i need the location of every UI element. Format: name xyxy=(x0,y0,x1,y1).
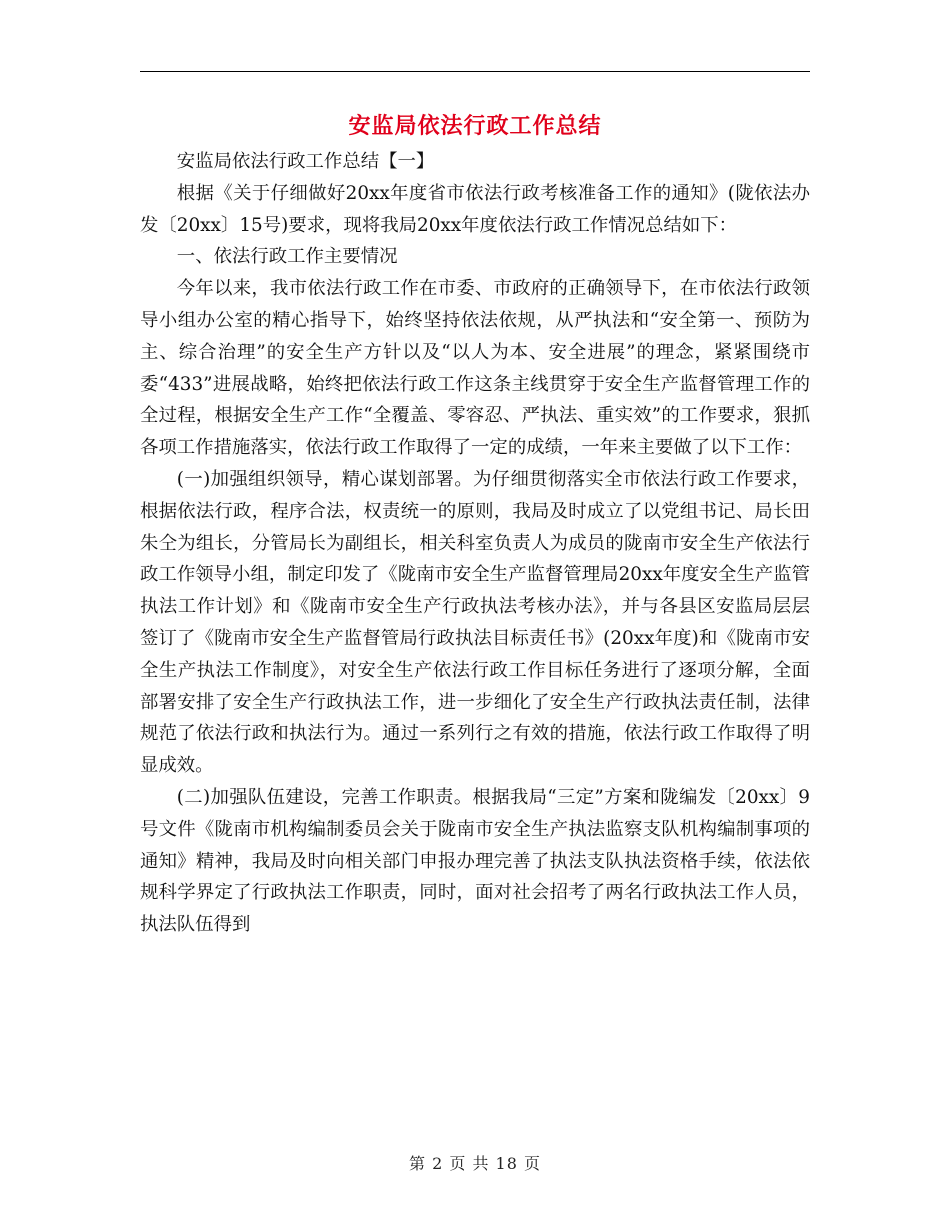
header-rule xyxy=(140,71,810,72)
document-body xyxy=(140,146,810,941)
intro-paragraph: 根据《关于仔细做好20xx年度省市依法行政考核准备工作的通知》(陇依法办发〔20xx〕15号)要求，现将我局20xx年度依法行政工作情况总结如下： xyxy=(140,182,810,236)
document-title: 安监局依法行政工作总结 xyxy=(348,113,602,139)
section-heading: 一、依法行政工作主要情况 xyxy=(176,246,398,268)
body-paragraph: (一)加强组织领导，精心谋划部署。为仔细贯彻落实全市依法行政工作要求，根据依法行政，程序合法，权责统一的原则，我局及时成立了以党组书记、局长田朱仝为组长，分管局长为副组长，相关科室负责人为成员的陇南市安全生产依法行政工作领导小组，制定印发了《陇南市安全生产监督管理局20xx年度安全生产监管执法工作计划》和《陇南市安全生产行政执法考核办法》，并与各县区安监局层层签订了《陇南市安全生产监督管局行政执法目标责任书》(20xx年度)和《陇南市安全生产执法工作制度》，对安全生产依法行政工作目标任务进行了逐项分解，全面部署安排了安全生产行政执法工作，进一步细化了安全生产行政执法责任制，法律规范了依法行政和执法行为。通过一系列行之有效的措施，依法行政工作取得了明显成效。 xyxy=(140,468,810,777)
section-heading: 安监局依法行政工作总结【一】 xyxy=(176,151,435,172)
body-paragraph: (二)加强队伍建设，完善工作职责。根据我局“三定”方案和陇编发〔20xx〕9号文件《陇南市机构编制委员会关于陇南市安全生产执法监察支队机构编制事项的通知》精神，我局及时向相关部门申报办理完善了执法支队执法资格手续，依法依规科学界定了行政执法工作职责，同时，面对社会招考了两名行政执法工作人员，执法队伍得到 xyxy=(140,786,810,936)
page-number: 第 2 页 共 18 页 xyxy=(409,1154,541,1173)
body-paragraph: 今年以来，我市依法行政工作在市委、市政府的正确领导下，在市依法行政领导小组办公室的精心指导下，始终坚持依法依规，从严执法和“安全第一、预防为主、综合治理”的安全生产方针以及“以人为本、安全进展”的理念，紧紧围绕市委“433”进展战略，始终把依法行政工作这条主线贯穿于安全生产监督管理工作的全过程，根据安全生产工作“全覆盖、零容忍、严执法、重实效”的工作要求，狠抓各项工作措施落实，依法行政工作取得了一定的成绩，一年来主要做了以下工作： xyxy=(140,278,810,459)
